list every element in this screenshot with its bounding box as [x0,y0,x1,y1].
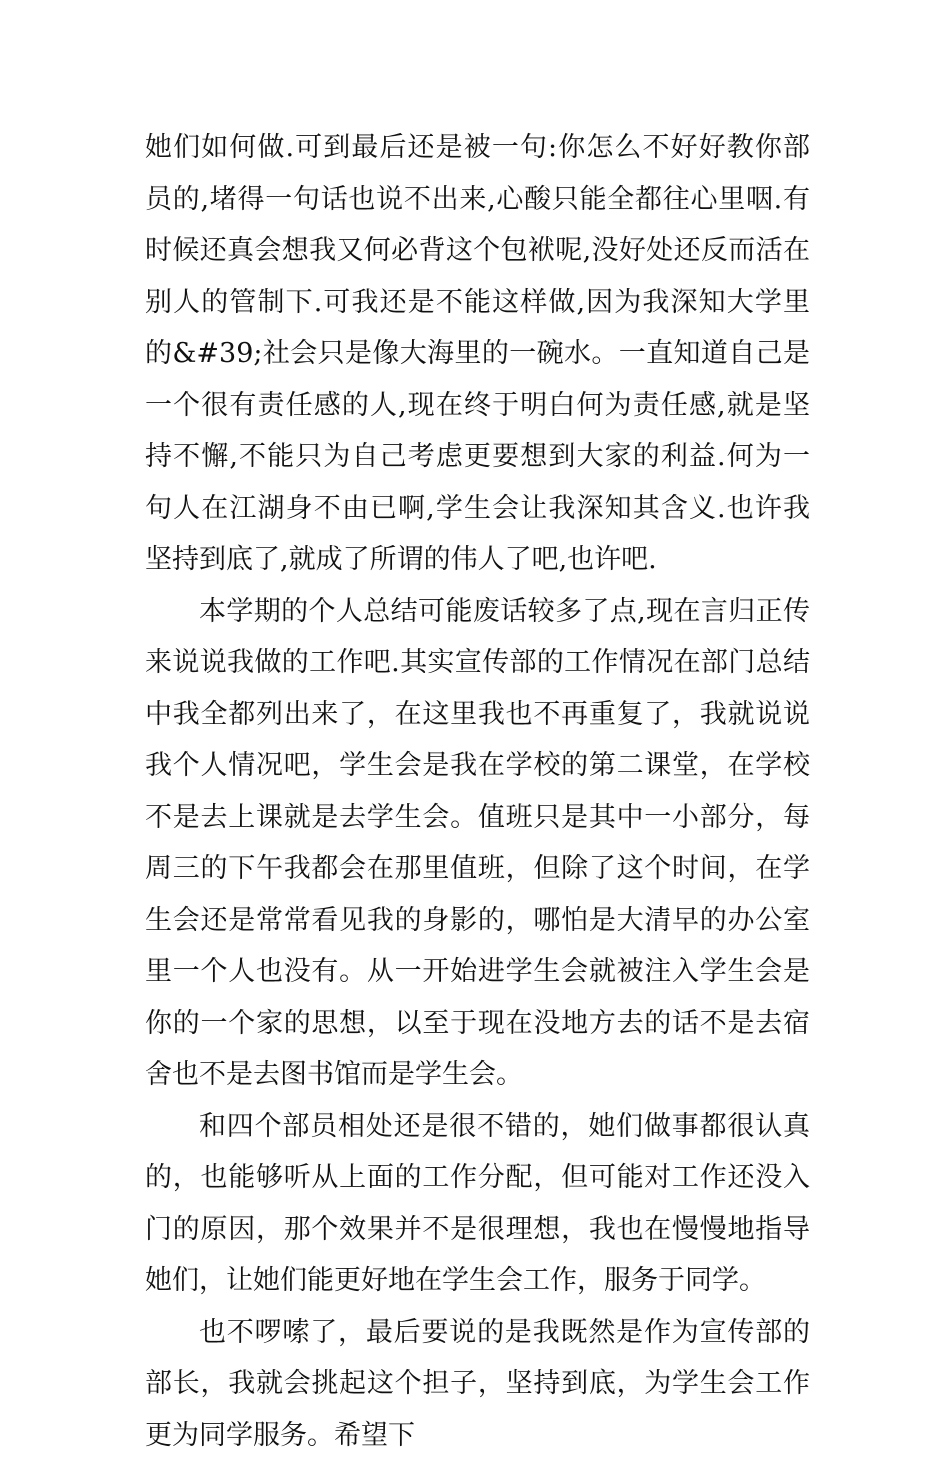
paragraph-4: 也不啰嗦了，最后要说的是我既然是作为宣传部的部长，我就会挑起这个担子，坚持到底，为学生会工作更为同学服务。希望下 [145,1307,810,1461]
paragraph-2: 本学期的个人总结可能废话较多了点,现在言归正传来说说我做的工作吧.其实宣传部的工作情况在部门总结中我全都列出来了，在这里我也不再重复了，我就说说我个人情况吧，学生会是我在学校的第二课堂，在学校不是去上课就是去学生会。值班只是其中一小部分，每周三的下午我都会在那里值班，但除了这个时间，在学生会还是常常看见我的身影的，哪怕是大清早的办公室里一个人也没有。从一开始进学生会就被注入学生会是你的一个家的思想，以至于现在没地方去的话不是去宿舍也不是去图书馆而是学生会。 [145,586,810,1101]
paragraph-1: 她们如何做.可到最后还是被一句:你怎么不好好教你部员的,堵得一句话也说不出来,心酸只能全都往心里咽.有时候还真会想我又何必背这个包袱呢,没好处还反而活在别人的管制下.可我还是不能这样做,因为我深知大学里的&#39;社会只是像大海里的一碗水。一直知道自己是一个很有责任感的人,现在终于明白何为责任感,就是坚持不懈,不能只为自己考虑更要想到大家的利益.何为一句人在江湖身不由已啊,学生会让我深知其含义.也许我坚持到底了,就成了所谓的伟人了吧,也许吧. [145,122,810,586]
document-body [145,122,810,1461]
paragraph-3: 和四个部员相处还是很不错的，她们做事都很认真的，也能够听从上面的工作分配，但可能对工作还没入门的原因，那个效果并不是很理想，我也在慢慢地指导她们，让她们能更好地在学生会工作，服务于同学。 [145,1101,810,1307]
